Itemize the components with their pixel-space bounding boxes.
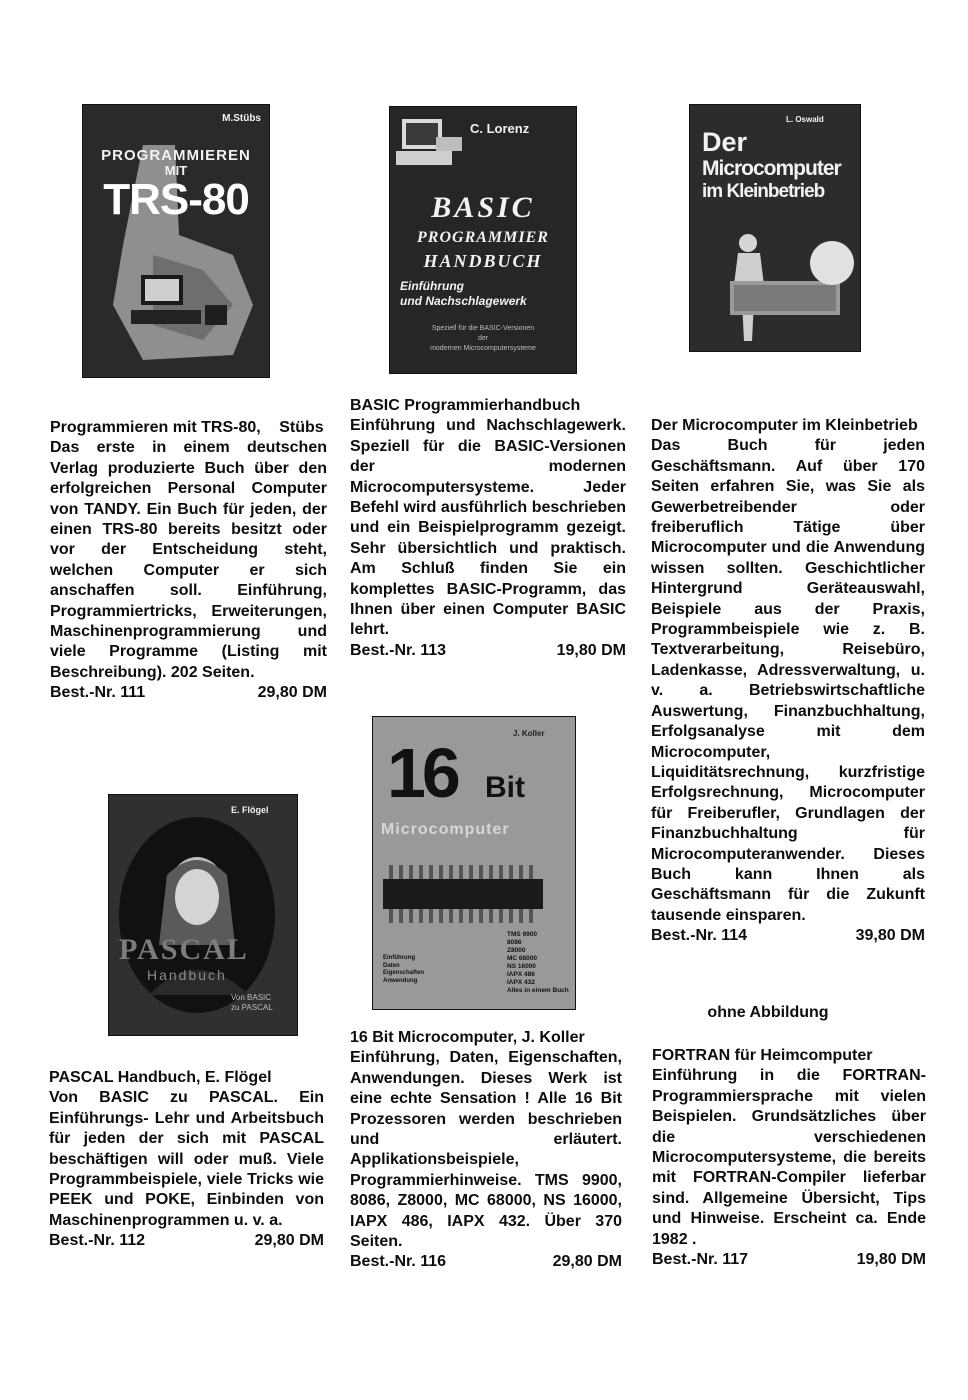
order-number: Best.-Nr. 111 xyxy=(50,684,146,702)
cover-title-line-1: PROGRAMMIEREN xyxy=(101,147,251,164)
price: 29,80 DM xyxy=(552,1253,622,1271)
book-title: PASCAL Handbuch, xyxy=(49,1069,201,1086)
cover-cpu-7: IAPX 432 xyxy=(507,979,535,986)
book-title: BASIC Programmierhandbuch xyxy=(350,397,581,414)
cover-title-line-1: 16 xyxy=(387,734,457,812)
cover-subtitle-2: zu PASCAL xyxy=(231,1003,273,1012)
cover-subtitle-2: und Nachschlagewerk xyxy=(400,294,527,308)
order-row xyxy=(651,926,925,946)
cover-cpu-6: IAPX 486 xyxy=(507,971,535,978)
book-description: Das Buch für jeden Geschäftsmann. Auf über 170 Seiten erfahren Sie, was Sie als Gewerbetreibender oder freiberuflich Tätige über Microcomputer und die Anwendung wissen sollten. Geschichtlicher Hintergrund Geräteauswahl, Beispiele aus der Praxis, Programmbeispiele wie z. B. Textverarbeitung, Reisebüro, Ladenkasse, Adressverwaltung, u. v. a. Betriebswirtschaftliche Auswertung, Finanzbuchhaltung, Erfolgsanalyse mit dem Microcomputer, Liquiditätsrechnung, kurzfristige Erfolgsrechnung, Microcomputer für Freiberufler, Grundlagen der Finanzbuchhaltung für Microcomputeranwender. Dieses Buch kann Ihnen als Geschäftsmann für die Zukunft tausende einsparen. xyxy=(651,437,925,924)
cover-author: J. Koller xyxy=(513,729,545,738)
book-author: J. Koller xyxy=(521,1029,585,1046)
cover-title-line-2: MIT xyxy=(164,163,188,178)
cover-trs80 xyxy=(82,104,270,378)
computer-illustration xyxy=(396,117,466,173)
cover-title-line-1: BASIC xyxy=(431,191,535,224)
businessman-illustration xyxy=(690,221,860,351)
cover-author: E. Flögel xyxy=(231,805,269,815)
book-description: Von BASIC zu PASCAL. Ein Einführungs- Lehr und Arbeitsbuch für jeden der sich mit PASCAL beschäftigen will oder muß. Viele Programmbeispiele, viele Tricks wie PEEK und POKE, Einbinden von Maschinenprogrammen u. v. a. xyxy=(49,1089,324,1229)
book-title-line xyxy=(350,1028,622,1048)
cover-topic-2: Daten xyxy=(383,962,400,969)
cover-small-1: Speziell für die BASIC-Versionen xyxy=(431,325,535,332)
book-title: FORTRAN für Heimcomputer xyxy=(652,1047,873,1064)
cover-subtitle-1: Einführung xyxy=(400,279,464,293)
cover-subtitle-1: Von BASIC xyxy=(231,993,272,1002)
cover-kleinbetrieb xyxy=(689,104,861,352)
price: 19,80 DM xyxy=(856,1251,926,1269)
cover-title-line-1: PASCAL xyxy=(119,933,249,966)
book-description: Einführung, Daten, Eigenschaften, Anwendungen. Dieses Werk ist eine echte Sensation ! Alle 16 Bit Prozessoren werden beschrieben und erläutert. Applikationsbeispiele, Programmierhinweise. TMS 9900, 8086, Z8000, MC 68000, NS 16000, IAPX 486, IAPX 432. Über 370 Seiten. xyxy=(350,1049,622,1251)
book-description: Das erste in einem deutschen Verlag produzierte Buch über den erfolgreichen Personal Computer von TANDY. Ein Buch für jeden, der einen TRS-80 bereits besitzt oder vor der Entscheidung steht, welchen Computer er sich anschaffen soll. Einführung, Programmiertricks, Erweiterungen, Maschinenprogrammierung und viele Programme (Listing mit Beschreibung). 202 Seiten. xyxy=(50,439,327,681)
cover-title-line-3: HANDBUCH xyxy=(423,251,543,271)
cover-topic-4: Anwendung xyxy=(383,977,418,984)
order-row xyxy=(350,641,626,661)
cover-cpu-2: 8086 xyxy=(507,939,522,946)
cover-title-line-1: Der xyxy=(702,127,748,157)
cover-author: L. Oswald xyxy=(786,115,824,124)
price: 29,80 DM xyxy=(257,684,327,702)
cover-basic xyxy=(389,106,577,374)
book-description: Einführung in die FORTRAN-Programmiersprache mit vielen Beispielen. Grundsätzliches über die verschiedenen Microcomputersysteme, die bereits mit FORTRAN-Compiler lieferbar sind. Allgemeine Übersicht, Tips und Hinweise. Erscheint ca. Ende 1982 . xyxy=(652,1067,926,1248)
cover-title-line-3: im Kleinbetrieb xyxy=(702,181,825,202)
cover-cpu-8: Alles in einem Buch xyxy=(507,987,569,994)
cover-title-line-3: Microcomputer xyxy=(381,821,510,838)
book-title: Der Microcomputer im Kleinbetrieb xyxy=(651,417,918,434)
cover-small-2: der xyxy=(477,335,489,342)
book-description: Einführung und Nachschlagewerk. Speziell für die BASIC-Versionen der modernen Microcomputersysteme. Jeder Befehl wird ausführlich beschrieben und ein Beispielprogramm gezeigt. Sehr übersichtlich und praktisch. Am Schluß finden Sie ein komplettes BASIC-Programm, das Ihnen über einen Computer BASIC lehrt. xyxy=(350,417,626,639)
cover-small-3: modernen Microcomputersysteme xyxy=(430,345,536,352)
order-row xyxy=(350,1252,622,1272)
book-title-line xyxy=(50,418,327,438)
order-number: Best.-Nr. 112 xyxy=(49,1232,146,1250)
cover-author: M.Stübs xyxy=(222,113,261,124)
book-author: Stübs xyxy=(279,419,324,436)
order-row xyxy=(50,683,327,703)
price: 29,80 DM xyxy=(254,1232,324,1250)
cover-topic-list xyxy=(383,955,424,985)
hand-illustration xyxy=(83,105,269,377)
book-entry-16bit xyxy=(350,1028,622,1273)
price: 39,80 DM xyxy=(855,927,925,945)
book-title-line xyxy=(49,1068,324,1088)
order-number: Best.-Nr. 113 xyxy=(350,641,447,659)
cover-title-line-2: PROGRAMMIER xyxy=(417,229,549,246)
cover-title-line-2: Microcomputer xyxy=(702,157,841,180)
cover-topic-1: Einführung xyxy=(383,955,415,961)
cover-cpu-1: TMS 9900 xyxy=(507,931,537,938)
cover-cpu-list xyxy=(507,931,569,995)
cover-cpu-4: MC 68000 xyxy=(507,955,537,962)
book-author: E. Flögel xyxy=(204,1069,272,1086)
order-number: Best.-Nr. 114 xyxy=(651,927,748,945)
cover-cpu-5: NS 16000 xyxy=(507,963,536,970)
cover-pascal xyxy=(108,794,298,1036)
book-title: 16 Bit Microcomputer, xyxy=(350,1029,518,1046)
price: 19,80 DM xyxy=(556,641,626,659)
book-title: Programmieren mit TRS-80, xyxy=(50,419,261,436)
cover-title-line-3: TRS-80 xyxy=(103,175,249,224)
order-row xyxy=(652,1250,926,1270)
no-illustration-note: ohne Abbildung xyxy=(707,1004,829,1021)
cover-16bit xyxy=(372,716,576,1010)
book-entry-fortran xyxy=(652,1046,926,1270)
order-row xyxy=(49,1231,324,1251)
book-entry-pascal xyxy=(49,1068,324,1252)
book-entry-trs80 xyxy=(50,418,327,704)
cover-title-line-2: Handbuch xyxy=(147,967,227,983)
book-entry-basic xyxy=(350,396,626,661)
order-number: Best.-Nr. 116 xyxy=(350,1253,447,1271)
cover-cpu-3: Z8000 xyxy=(507,947,526,954)
book-entry-kleinbetrieb xyxy=(651,416,925,947)
cover-title-line-2: Bit xyxy=(485,771,525,804)
order-number: Best.-Nr. 117 xyxy=(652,1251,749,1269)
cover-topic-3: Eigenschaften xyxy=(383,970,425,976)
cover-author: C. Lorenz xyxy=(470,121,530,136)
